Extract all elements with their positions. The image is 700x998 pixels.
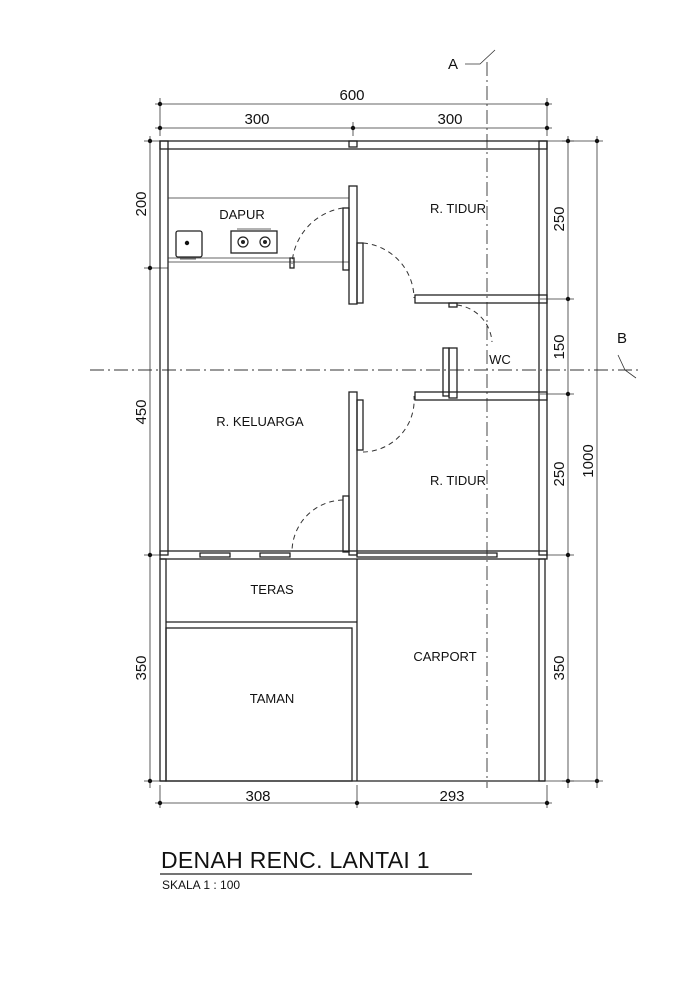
room-carport: CARPORT [413,649,477,664]
drawing-scale: SKALA 1 : 100 [162,878,241,892]
dim-right-350: 350 [551,655,568,681]
room-keluarga: R. KELUARGA [216,414,304,429]
dim-top-total: 600 [339,87,365,104]
sink-icon [176,231,202,259]
room-tidur-bottom: R. TIDUR [429,473,487,488]
door-swings [292,208,492,552]
dim-left-200: 200 [133,191,150,217]
room-teras: TERAS [250,582,294,597]
room-wc: WC [489,352,511,367]
section-mark-b: B [617,330,628,347]
dim-right-total: 1000 [580,444,597,478]
dim-right-150: 150 [551,334,568,360]
drawing-title: DENAH RENC. LANTAI 1 [161,847,430,873]
room-dapur: DAPUR [219,207,265,222]
dim-left-350: 350 [133,655,150,681]
dim-right-250-top: 250 [551,206,568,232]
section-mark-a: A [448,56,459,73]
walls [160,141,547,781]
room-taman: TAMAN [249,691,295,706]
dim-top-left: 300 [244,111,270,128]
stove-icon [231,229,277,253]
dim-top-right: 300 [437,111,463,128]
dim-right-250-bottom: 250 [551,461,568,487]
dim-left-450: 450 [133,399,150,425]
room-tidur-top: R. TIDUR [429,201,487,216]
dimension-lines [144,98,603,808]
dim-bottom-right: 293 [439,788,465,805]
dim-bottom-left: 308 [245,788,271,805]
